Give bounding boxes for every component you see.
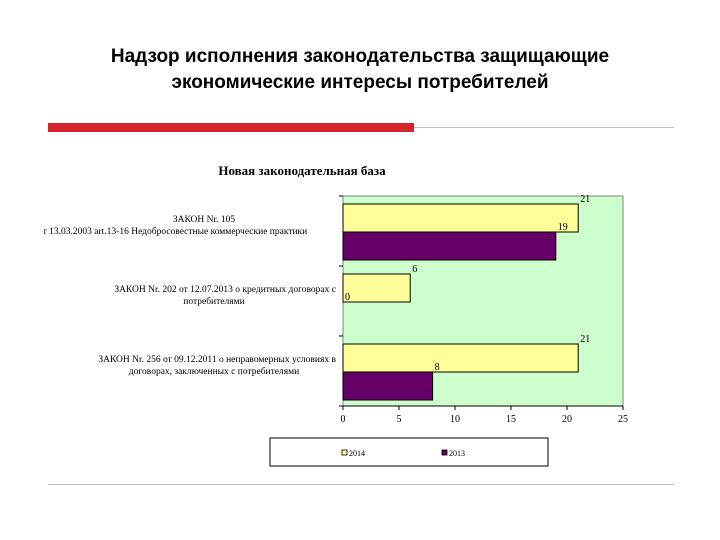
- data-label-2013-2: 0: [345, 292, 350, 303]
- chart-area: [44, 140, 674, 480]
- data-label-2014-1: 21: [580, 194, 591, 205]
- slide-title-line-1: Надзор исполнения законодательства защищающие: [110, 46, 610, 67]
- bar-2014-3: [343, 344, 578, 372]
- x-tick-label: 10: [450, 414, 460, 425]
- legend-swatch-2014: [342, 450, 347, 455]
- x-tick-label: 20: [562, 414, 572, 425]
- data-label-2014-2: 6: [412, 264, 418, 275]
- x-tick-label: 5: [396, 414, 402, 425]
- bottom-divider: [48, 484, 674, 485]
- category-label-2-line-1: ЗАКОН Nr. 202 от 12.07.2013 о кредитных договорах с: [114, 285, 336, 295]
- data-label-2014-3: 21: [580, 334, 591, 345]
- data-label-2013-3: 8: [434, 362, 440, 373]
- x-tick-label: 0: [340, 414, 346, 425]
- category-label-3-line-2: договорах, заключенных с потребителями: [128, 367, 300, 377]
- x-tick-label: 15: [506, 414, 516, 425]
- data-label-2013-1: 19: [557, 222, 568, 233]
- bar-chart: [44, 140, 674, 480]
- bar-2014-2: [343, 274, 410, 302]
- category-label-3-line-1: ЗАКОН Nr. 256 от 09.12.2011 о неправомерных условиях в: [98, 355, 336, 365]
- top-divider: [414, 127, 674, 128]
- bar-2014-1: [343, 204, 578, 232]
- chart-title: Новая законодательная база: [218, 163, 386, 178]
- bar-2013-1: [343, 232, 556, 260]
- x-tick-label: 25: [618, 414, 628, 425]
- category-label-2-line-2: потребителями: [183, 297, 245, 307]
- bar-2013-3: [343, 372, 433, 400]
- legend-box: [270, 438, 548, 466]
- category-label-1-line-1: ЗАКОН Nr. 105: [172, 215, 236, 225]
- category-label-1-line-2: от 13.03.2003 art.13-16 Недобросовестные коммерческие практики: [44, 227, 308, 237]
- legend-label-2013: 2013: [449, 449, 465, 458]
- accent-bar: [48, 123, 414, 132]
- slide-title-line-2: экономические интересы потребителей: [171, 72, 549, 93]
- slide-title: [60, 44, 660, 96]
- legend-label-2014: 2014: [349, 449, 365, 458]
- legend-swatch-2013: [442, 450, 447, 455]
